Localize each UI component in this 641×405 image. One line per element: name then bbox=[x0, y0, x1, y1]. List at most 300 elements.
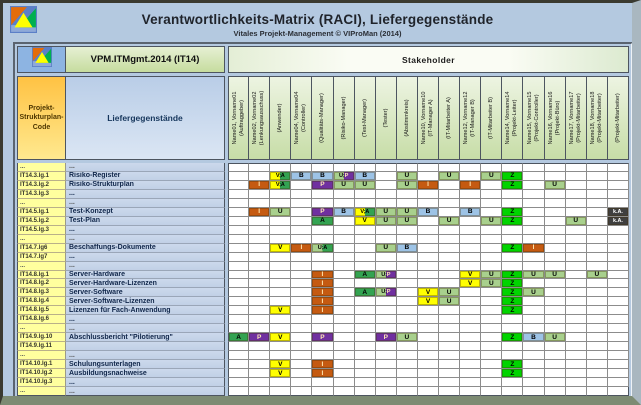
raci-cell[interactable] bbox=[228, 199, 249, 208]
raci-cell[interactable] bbox=[334, 351, 355, 360]
raci-cell[interactable] bbox=[439, 271, 460, 280]
raci-cell[interactable] bbox=[228, 306, 249, 315]
raci-cell[interactable] bbox=[608, 306, 629, 315]
raci-cell[interactable]: U bbox=[397, 217, 418, 226]
raci-cell[interactable] bbox=[249, 342, 270, 351]
raci-cell[interactable] bbox=[460, 163, 481, 172]
raci-cell[interactable]: I bbox=[312, 288, 333, 297]
raci-cell[interactable] bbox=[439, 360, 460, 369]
raci-cell[interactable] bbox=[587, 217, 608, 226]
raci-cell[interactable] bbox=[312, 253, 333, 262]
raci-cell[interactable]: U bbox=[376, 244, 397, 253]
raci-cell[interactable] bbox=[523, 315, 544, 324]
psp-code-cell[interactable]: ... bbox=[17, 324, 66, 333]
raci-cell[interactable]: U bbox=[587, 271, 608, 280]
raci-cell[interactable] bbox=[566, 306, 587, 315]
raci-cell[interactable] bbox=[291, 181, 312, 190]
deliverables-header[interactable]: Liefergegenstände bbox=[66, 76, 225, 160]
raci-cell[interactable] bbox=[587, 244, 608, 253]
raci-cell[interactable] bbox=[608, 163, 629, 172]
raci-cell[interactable] bbox=[481, 163, 502, 172]
raci-cell[interactable]: V bbox=[418, 288, 439, 297]
raci-cell[interactable] bbox=[418, 306, 439, 315]
raci-cell[interactable] bbox=[397, 324, 418, 333]
raci-cell[interactable] bbox=[608, 172, 629, 181]
raci-cell[interactable]: V bbox=[270, 360, 291, 369]
raci-cell[interactable] bbox=[608, 333, 629, 342]
raci-cell[interactable] bbox=[291, 253, 312, 262]
raci-cell[interactable]: I bbox=[312, 279, 333, 288]
raci-cell[interactable] bbox=[545, 387, 566, 396]
raci-cell[interactable]: U bbox=[397, 333, 418, 342]
raci-cell[interactable] bbox=[291, 262, 312, 271]
raci-cell[interactable] bbox=[334, 190, 355, 199]
raci-cell[interactable] bbox=[460, 262, 481, 271]
raci-cell[interactable] bbox=[545, 208, 566, 217]
raci-cell[interactable] bbox=[376, 360, 397, 369]
deliverable-cell[interactable]: ... bbox=[66, 199, 225, 208]
psp-code-cell[interactable]: IT14.8.lg.1 bbox=[17, 271, 66, 280]
raci-cell[interactable] bbox=[523, 253, 544, 262]
raci-cell[interactable] bbox=[397, 253, 418, 262]
stakeholder-column-header[interactable] bbox=[608, 76, 629, 160]
raci-cell[interactable]: U bbox=[355, 181, 376, 190]
psp-code-cell[interactable]: IT14.7.lg6 bbox=[17, 244, 66, 253]
raci-cell[interactable] bbox=[587, 235, 608, 244]
raci-cell[interactable]: V bbox=[270, 306, 291, 315]
raci-cell[interactable]: U bbox=[270, 208, 291, 217]
raci-cell[interactable] bbox=[397, 369, 418, 378]
raci-cell[interactable] bbox=[566, 279, 587, 288]
raci-cell[interactable]: I bbox=[418, 181, 439, 190]
raci-cell[interactable] bbox=[502, 262, 523, 271]
raci-cell[interactable] bbox=[228, 288, 249, 297]
raci-cell[interactable] bbox=[460, 172, 481, 181]
raci-cell[interactable] bbox=[376, 199, 397, 208]
raci-cell[interactable] bbox=[291, 217, 312, 226]
raci-cell[interactable] bbox=[228, 279, 249, 288]
raci-cell[interactable] bbox=[249, 217, 270, 226]
raci-cell[interactable] bbox=[587, 378, 608, 387]
raci-cell[interactable] bbox=[249, 262, 270, 271]
raci-cell[interactable]: I bbox=[312, 297, 333, 306]
raci-cell[interactable] bbox=[355, 226, 376, 235]
raci-cell[interactable] bbox=[312, 342, 333, 351]
raci-cell[interactable] bbox=[439, 226, 460, 235]
raci-cell[interactable] bbox=[502, 387, 523, 396]
raci-cell[interactable]: U; P bbox=[376, 288, 397, 297]
raci-cell[interactable] bbox=[545, 262, 566, 271]
raci-cell[interactable] bbox=[545, 244, 566, 253]
raci-cell[interactable] bbox=[587, 360, 608, 369]
raci-cell[interactable] bbox=[545, 217, 566, 226]
psp-code-cell[interactable]: IT14.8.lg.6 bbox=[17, 315, 66, 324]
raci-cell[interactable] bbox=[249, 226, 270, 235]
raci-cell[interactable] bbox=[566, 351, 587, 360]
raci-cell[interactable] bbox=[376, 226, 397, 235]
stakeholder-column-header[interactable] bbox=[545, 76, 566, 160]
raci-cell[interactable] bbox=[249, 369, 270, 378]
raci-cell[interactable] bbox=[270, 324, 291, 333]
raci-cell[interactable] bbox=[376, 235, 397, 244]
psp-code-cell[interactable]: ... bbox=[17, 351, 66, 360]
raci-cell[interactable]: P bbox=[312, 181, 333, 190]
raci-cell[interactable]: Z bbox=[502, 360, 523, 369]
raci-cell[interactable]: Z bbox=[502, 244, 523, 253]
psp-code-cell[interactable]: IT14.10.lg.1 bbox=[17, 360, 66, 369]
raci-cell[interactable] bbox=[523, 172, 544, 181]
raci-cell[interactable] bbox=[587, 172, 608, 181]
deliverable-cell[interactable]: ... bbox=[66, 262, 225, 271]
raci-cell[interactable] bbox=[566, 208, 587, 217]
raci-cell[interactable] bbox=[397, 315, 418, 324]
raci-cell[interactable] bbox=[228, 297, 249, 306]
raci-cell[interactable]: U bbox=[376, 208, 397, 217]
raci-cell[interactable] bbox=[270, 163, 291, 172]
deliverable-cell[interactable]: Test-Konzept bbox=[66, 208, 225, 217]
raci-cell[interactable] bbox=[355, 262, 376, 271]
raci-cell[interactable] bbox=[587, 315, 608, 324]
raci-cell[interactable] bbox=[523, 279, 544, 288]
raci-cell[interactable] bbox=[270, 351, 291, 360]
raci-cell[interactable] bbox=[460, 369, 481, 378]
stakeholder-column-header[interactable] bbox=[587, 76, 608, 160]
raci-cell[interactable] bbox=[376, 262, 397, 271]
raci-cell[interactable] bbox=[334, 288, 355, 297]
raci-cell[interactable] bbox=[291, 315, 312, 324]
raci-cell[interactable] bbox=[460, 297, 481, 306]
raci-cell[interactable]: B bbox=[418, 208, 439, 217]
raci-cell[interactable] bbox=[545, 288, 566, 297]
raci-cell[interactable] bbox=[608, 271, 629, 280]
raci-cell[interactable]: Z bbox=[502, 369, 523, 378]
raci-cell[interactable] bbox=[270, 262, 291, 271]
raci-cell[interactable]: I bbox=[312, 306, 333, 315]
psp-code-cell[interactable]: IT14.3.lg.1 bbox=[17, 172, 66, 181]
raci-cell[interactable] bbox=[270, 288, 291, 297]
stakeholder-column-header[interactable] bbox=[460, 76, 481, 160]
raci-cell[interactable] bbox=[587, 279, 608, 288]
raci-cell[interactable] bbox=[291, 271, 312, 280]
raci-cell[interactable] bbox=[523, 199, 544, 208]
raci-cell[interactable]: U bbox=[397, 208, 418, 217]
raci-cell[interactable] bbox=[270, 190, 291, 199]
raci-cell[interactable] bbox=[291, 360, 312, 369]
raci-cell[interactable] bbox=[376, 324, 397, 333]
raci-cell[interactable]: V bbox=[270, 333, 291, 342]
raci-cell[interactable] bbox=[249, 253, 270, 262]
raci-cell[interactable]: U bbox=[376, 217, 397, 226]
raci-cell[interactable] bbox=[355, 342, 376, 351]
raci-cell[interactable]: Z bbox=[502, 181, 523, 190]
raci-cell[interactable] bbox=[270, 253, 291, 262]
raci-cell[interactable] bbox=[502, 235, 523, 244]
raci-cell[interactable]: A bbox=[355, 288, 376, 297]
raci-cell[interactable] bbox=[523, 324, 544, 333]
raci-cell[interactable] bbox=[312, 324, 333, 333]
raci-cell[interactable] bbox=[439, 315, 460, 324]
raci-cell[interactable] bbox=[439, 163, 460, 172]
raci-cell[interactable]: V bbox=[270, 369, 291, 378]
raci-cell[interactable]: V; A bbox=[270, 172, 291, 181]
raci-cell[interactable] bbox=[228, 190, 249, 199]
raci-cell[interactable] bbox=[460, 315, 481, 324]
raci-cell[interactable] bbox=[291, 297, 312, 306]
raci-cell[interactable] bbox=[418, 226, 439, 235]
stakeholder-header[interactable]: Stakeholder bbox=[228, 46, 629, 73]
raci-cell[interactable] bbox=[228, 369, 249, 378]
raci-cell[interactable] bbox=[439, 378, 460, 387]
raci-cell[interactable] bbox=[545, 253, 566, 262]
raci-cell[interactable] bbox=[523, 369, 544, 378]
raci-cell[interactable] bbox=[523, 235, 544, 244]
raci-cell[interactable] bbox=[291, 387, 312, 396]
raci-cell[interactable] bbox=[481, 181, 502, 190]
raci-cell[interactable] bbox=[460, 235, 481, 244]
raci-cell[interactable] bbox=[376, 297, 397, 306]
raci-cell[interactable] bbox=[376, 181, 397, 190]
raci-cell[interactable] bbox=[587, 351, 608, 360]
raci-cell[interactable]: Z bbox=[502, 172, 523, 181]
raci-cell[interactable] bbox=[249, 324, 270, 333]
raci-cell[interactable] bbox=[566, 199, 587, 208]
raci-cell[interactable] bbox=[249, 163, 270, 172]
raci-cell[interactable] bbox=[376, 306, 397, 315]
raci-cell[interactable] bbox=[228, 244, 249, 253]
raci-cell[interactable] bbox=[502, 163, 523, 172]
raci-cell[interactable] bbox=[312, 190, 333, 199]
raci-cell[interactable] bbox=[418, 333, 439, 342]
raci-cell[interactable] bbox=[291, 163, 312, 172]
raci-cell[interactable] bbox=[249, 306, 270, 315]
psp-code-cell[interactable]: IT14.8.lg.3 bbox=[17, 288, 66, 297]
raci-cell[interactable] bbox=[460, 199, 481, 208]
raci-cell[interactable] bbox=[397, 279, 418, 288]
raci-cell[interactable] bbox=[228, 226, 249, 235]
raci-cell[interactable] bbox=[608, 199, 629, 208]
raci-cell[interactable] bbox=[418, 342, 439, 351]
raci-cell[interactable] bbox=[291, 226, 312, 235]
raci-cell[interactable] bbox=[376, 279, 397, 288]
raci-cell[interactable] bbox=[439, 262, 460, 271]
raci-cell[interactable] bbox=[481, 208, 502, 217]
raci-cell[interactable] bbox=[439, 279, 460, 288]
raci-cell[interactable] bbox=[460, 226, 481, 235]
raci-cell[interactable] bbox=[460, 378, 481, 387]
raci-cell[interactable] bbox=[587, 324, 608, 333]
raci-cell[interactable] bbox=[608, 297, 629, 306]
raci-cell[interactable] bbox=[397, 199, 418, 208]
raci-cell[interactable] bbox=[502, 351, 523, 360]
project-id-cell[interactable]: VPM.ITMgmt.2014 (IT14) bbox=[66, 46, 225, 73]
raci-cell[interactable]: I bbox=[460, 181, 481, 190]
raci-cell[interactable] bbox=[481, 190, 502, 199]
raci-cell[interactable] bbox=[545, 235, 566, 244]
raci-cell[interactable] bbox=[481, 306, 502, 315]
raci-cell[interactable] bbox=[460, 217, 481, 226]
deliverable-cell[interactable]: Risiko-Strukturplan bbox=[66, 181, 225, 190]
raci-cell[interactable] bbox=[376, 253, 397, 262]
raci-cell[interactable] bbox=[608, 253, 629, 262]
raci-cell[interactable] bbox=[334, 262, 355, 271]
raci-cell[interactable] bbox=[291, 324, 312, 333]
raci-cell[interactable] bbox=[334, 369, 355, 378]
raci-cell[interactable] bbox=[566, 369, 587, 378]
raci-cell[interactable] bbox=[587, 342, 608, 351]
raci-cell[interactable] bbox=[439, 333, 460, 342]
raci-cell[interactable] bbox=[228, 235, 249, 244]
raci-cell[interactable] bbox=[397, 351, 418, 360]
raci-cell[interactable] bbox=[334, 342, 355, 351]
deliverable-cell[interactable]: ... bbox=[66, 324, 225, 333]
raci-cell[interactable]: V bbox=[270, 244, 291, 253]
raci-cell[interactable] bbox=[523, 208, 544, 217]
raci-cell[interactable] bbox=[312, 262, 333, 271]
raci-cell[interactable] bbox=[228, 208, 249, 217]
raci-cell[interactable] bbox=[355, 360, 376, 369]
raci-cell[interactable] bbox=[291, 279, 312, 288]
raci-cell[interactable] bbox=[587, 297, 608, 306]
raci-cell[interactable] bbox=[418, 369, 439, 378]
psp-code-cell[interactable]: IT14.9.lg.10 bbox=[17, 333, 66, 342]
raci-cell[interactable] bbox=[397, 288, 418, 297]
raci-cell[interactable] bbox=[608, 244, 629, 253]
raci-cell[interactable]: A bbox=[228, 333, 249, 342]
raci-cell[interactable]: Z bbox=[502, 217, 523, 226]
raci-cell[interactable] bbox=[608, 378, 629, 387]
raci-cell[interactable] bbox=[566, 288, 587, 297]
raci-cell[interactable]: U bbox=[334, 181, 355, 190]
raci-cell[interactable]: P bbox=[312, 333, 333, 342]
psp-code-cell[interactable]: IT14.8.lg.5 bbox=[17, 306, 66, 315]
raci-cell[interactable] bbox=[439, 342, 460, 351]
stakeholder-column-header[interactable] bbox=[228, 76, 249, 160]
raci-cell[interactable] bbox=[418, 253, 439, 262]
raci-cell[interactable] bbox=[587, 199, 608, 208]
raci-cell[interactable] bbox=[460, 360, 481, 369]
deliverable-cell[interactable]: ... bbox=[66, 378, 225, 387]
raci-cell[interactable] bbox=[566, 378, 587, 387]
raci-cell[interactable]: U bbox=[439, 172, 460, 181]
raci-cell[interactable] bbox=[334, 306, 355, 315]
raci-cell[interactable] bbox=[270, 199, 291, 208]
psp-code-cell[interactable]: IT14.3.lg.2 bbox=[17, 181, 66, 190]
raci-cell[interactable] bbox=[587, 181, 608, 190]
raci-cell[interactable] bbox=[312, 351, 333, 360]
raci-cell[interactable]: B bbox=[460, 208, 481, 217]
raci-cell[interactable] bbox=[545, 306, 566, 315]
raci-cell[interactable] bbox=[545, 190, 566, 199]
raci-cell[interactable] bbox=[545, 172, 566, 181]
raci-cell[interactable] bbox=[418, 271, 439, 280]
raci-cell[interactable] bbox=[334, 279, 355, 288]
raci-cell[interactable] bbox=[228, 271, 249, 280]
deliverable-cell[interactable]: ... bbox=[66, 226, 225, 235]
raci-cell[interactable] bbox=[545, 279, 566, 288]
raci-cell[interactable] bbox=[566, 360, 587, 369]
raci-cell[interactable]: U; A bbox=[312, 244, 333, 253]
raci-cell[interactable]: I bbox=[249, 208, 270, 217]
raci-cell[interactable] bbox=[355, 369, 376, 378]
raci-cell[interactable] bbox=[334, 226, 355, 235]
psp-code-header[interactable]: Projekt- Strukturplan- Code bbox=[17, 76, 66, 160]
raci-cell[interactable] bbox=[566, 297, 587, 306]
raci-cell[interactable] bbox=[523, 226, 544, 235]
raci-cell[interactable]: I bbox=[523, 244, 544, 253]
raci-cell[interactable] bbox=[355, 315, 376, 324]
raci-cell[interactable]: I bbox=[291, 244, 312, 253]
raci-cell[interactable] bbox=[460, 333, 481, 342]
stakeholder-column-header[interactable] bbox=[291, 76, 312, 160]
raci-cell[interactable] bbox=[439, 387, 460, 396]
raci-cell[interactable] bbox=[545, 360, 566, 369]
raci-cell[interactable] bbox=[228, 324, 249, 333]
raci-cell[interactable] bbox=[439, 190, 460, 199]
raci-cell[interactable] bbox=[439, 253, 460, 262]
deliverable-cell[interactable]: Lizenzen für Fach-Anwendung bbox=[66, 306, 225, 315]
deliverable-cell[interactable]: Risiko-Register bbox=[66, 172, 225, 181]
raci-cell[interactable] bbox=[481, 262, 502, 271]
raci-cell[interactable]: U bbox=[397, 181, 418, 190]
raci-cell[interactable] bbox=[249, 288, 270, 297]
raci-cell[interactable] bbox=[418, 262, 439, 271]
raci-cell[interactable] bbox=[355, 351, 376, 360]
raci-cell[interactable] bbox=[439, 208, 460, 217]
raci-cell[interactable] bbox=[397, 235, 418, 244]
raci-cell[interactable] bbox=[608, 351, 629, 360]
raci-cell[interactable] bbox=[228, 172, 249, 181]
raci-cell[interactable] bbox=[418, 199, 439, 208]
psp-code-cell[interactable]: IT14.3.lg.3 bbox=[17, 190, 66, 199]
raci-cell[interactable]: V bbox=[355, 217, 376, 226]
raci-cell[interactable] bbox=[249, 315, 270, 324]
raci-cell[interactable] bbox=[545, 315, 566, 324]
raci-cell[interactable] bbox=[608, 324, 629, 333]
raci-cell[interactable] bbox=[545, 351, 566, 360]
raci-cell[interactable] bbox=[334, 244, 355, 253]
raci-cell[interactable] bbox=[439, 181, 460, 190]
raci-cell[interactable] bbox=[270, 387, 291, 396]
raci-cell[interactable]: U bbox=[545, 181, 566, 190]
raci-cell[interactable] bbox=[566, 333, 587, 342]
raci-cell[interactable] bbox=[334, 271, 355, 280]
raci-cell[interactable]: V bbox=[418, 297, 439, 306]
raci-cell[interactable] bbox=[355, 163, 376, 172]
raci-cell[interactable]: U bbox=[566, 217, 587, 226]
raci-cell[interactable] bbox=[523, 351, 544, 360]
raci-cell[interactable] bbox=[439, 351, 460, 360]
raci-cell[interactable] bbox=[566, 244, 587, 253]
raci-cell[interactable] bbox=[249, 271, 270, 280]
raci-cell[interactable] bbox=[460, 244, 481, 253]
raci-cell[interactable] bbox=[566, 342, 587, 351]
raci-cell[interactable] bbox=[608, 181, 629, 190]
raci-cell[interactable] bbox=[502, 253, 523, 262]
raci-cell[interactable]: Z bbox=[502, 271, 523, 280]
raci-cell[interactable] bbox=[481, 297, 502, 306]
psp-code-cell[interactable]: IT14.10.lg.3 bbox=[17, 378, 66, 387]
raci-cell[interactable] bbox=[291, 378, 312, 387]
raci-cell[interactable]: V bbox=[460, 279, 481, 288]
raci-cell[interactable] bbox=[312, 199, 333, 208]
raci-cell[interactable] bbox=[291, 199, 312, 208]
raci-cell[interactable] bbox=[587, 387, 608, 396]
raci-cell[interactable]: U bbox=[439, 288, 460, 297]
raci-cell[interactable] bbox=[502, 190, 523, 199]
raci-cell[interactable] bbox=[481, 199, 502, 208]
raci-cell[interactable]: Z bbox=[502, 279, 523, 288]
raci-cell[interactable] bbox=[523, 217, 544, 226]
